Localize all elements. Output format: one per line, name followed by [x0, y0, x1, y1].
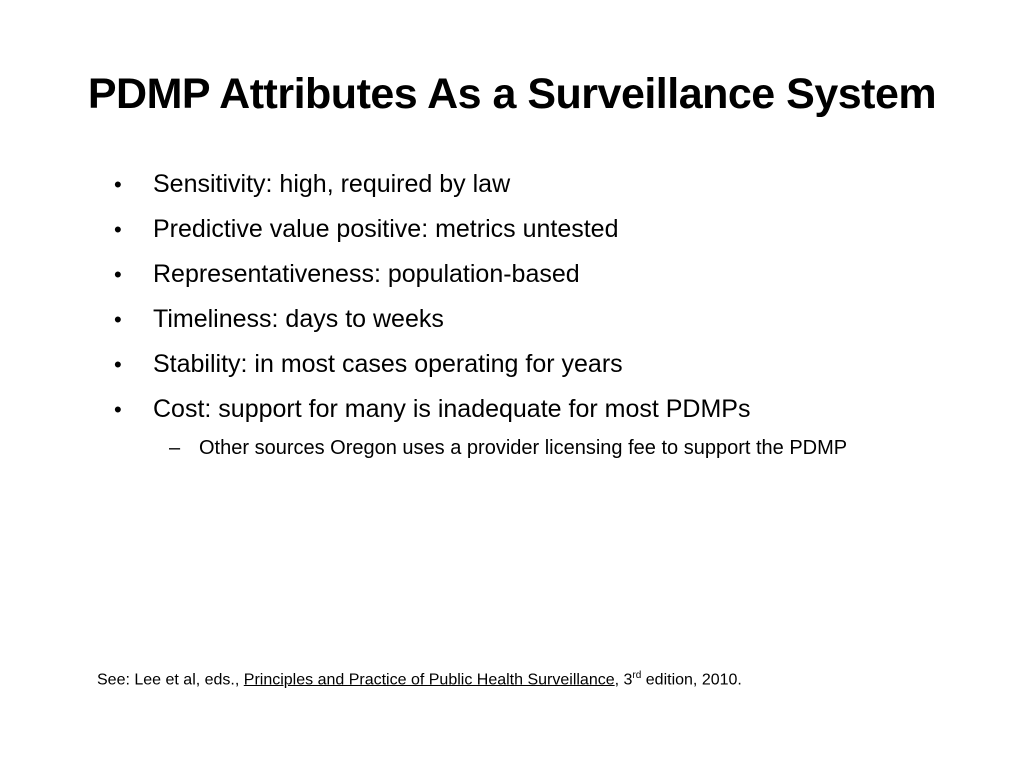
slide-title: PDMP Attributes As a Surveillance System	[87, 70, 937, 118]
bullet-dot-icon: •	[114, 217, 122, 242]
bullet-item-predictive-value	[114, 215, 994, 260]
bullet-item-stability	[114, 350, 994, 395]
bullet-dot-icon: •	[114, 262, 122, 287]
bullet-item-timeliness	[114, 305, 994, 350]
bullet-item-sensitivity	[114, 170, 994, 215]
bullet-text: Sensitivity: high, required by law	[153, 170, 511, 198]
bullet-list	[114, 170, 994, 460]
footnote	[97, 670, 742, 689]
footnote-edition-number: , 3	[614, 671, 633, 689]
footnote-superscript: rd	[632, 670, 642, 681]
bullet-item-representativeness	[114, 260, 994, 305]
footnote-prefix: See: Lee et al, eds.,	[97, 671, 244, 689]
bullet-text: Representativeness: population-based	[153, 260, 580, 288]
bullet-dot-icon: •	[114, 172, 122, 197]
bullet-dot-icon: •	[114, 352, 122, 377]
bullet-dot-icon: •	[114, 397, 122, 422]
footnote-book-title: Principles and Practice of Public Health Surveillance	[243, 671, 615, 689]
dash-icon: –	[169, 437, 181, 459]
bullet-text: Predictive value positive: metrics untested	[153, 215, 619, 243]
bullet-text: Stability: in most cases operating for years	[153, 350, 623, 378]
bullet-text: Cost: support for many is inadequate for most PDMPs	[153, 395, 751, 423]
bullet-dot-icon: •	[114, 307, 122, 332]
footnote-suffix: edition, 2010.	[641, 671, 742, 689]
bullet-item-cost	[114, 395, 994, 440]
sub-bullet-item-other-sources	[169, 437, 994, 460]
bullet-text: Timeliness: days to weeks	[153, 305, 444, 333]
sub-bullet-text: Other sources Oregon uses a provider licensing fee to support the PDMP	[199, 437, 848, 459]
